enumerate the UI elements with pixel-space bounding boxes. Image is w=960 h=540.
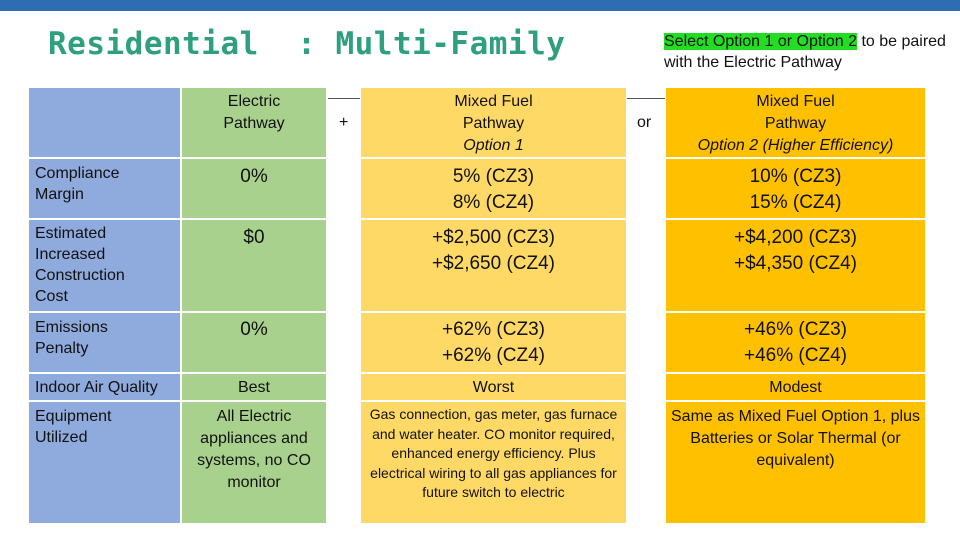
option1-indoor-air-quality: Worst [472,379,515,396]
electric-compliance-margin: 0% [240,166,268,187]
value-line: 10% (CZ3) [749,166,842,187]
header-line: Mixed Fuel [756,93,835,110]
connector-line [328,98,360,99]
value-line: 15% (CZ4) [749,192,842,213]
electric-construction-cost: $0 [243,227,265,248]
header-line: Pathway [223,115,285,132]
option1-emissions-penalty [361,317,626,369]
row-divider [29,157,925,159]
option2-compliance-margin [666,164,925,216]
row-divider [29,400,925,402]
value-line: +$2,650 (CZ4) [431,253,556,274]
header-line: Electric [227,93,281,110]
or-label: or [637,114,652,131]
header-line: Pathway [462,115,525,132]
selection-note [664,31,954,73]
connector-line [627,98,665,99]
top-accent-bar [0,0,960,11]
row-label-compliance-margin: Compliance Margin [35,165,120,203]
option1-header [361,91,626,157]
header-line: Option 2 (Higher Efficiency) [697,137,894,154]
header-line: Mixed Fuel [454,93,533,110]
electric-emissions-penalty: 0% [240,319,268,340]
slide-title: Residential : Multi-Family [48,26,566,62]
row-divider [29,218,925,220]
value-line: +$4,200 (CZ3) [733,227,858,248]
option1-compliance-margin [361,164,626,216]
row-label-emissions-penalty: Emissions Penalty [35,319,108,357]
electric-equipment-utilized: All Electric appliances and systems, no CO monitor [197,408,311,491]
option2-header [666,91,925,157]
value-line: +$4,350 (CZ4) [733,253,858,274]
header-line: Option 1 [463,137,524,154]
plus-sign: + [339,114,349,131]
option2-equipment-utilized: Same as Mixed Fuel Option 1, plus Batteries or Solar Thermal (or equivalent) [671,408,921,469]
value-line: 5% (CZ3) [452,166,535,187]
electric-indoor-air-quality: Best [237,379,270,396]
row-divider [29,311,925,313]
header-line: Pathway [764,115,827,132]
option2-emissions-penalty [666,317,925,369]
row-label-equipment-utilized: Equipment Utilized [35,408,112,446]
row-divider [29,372,925,374]
note-highlight: Select Option 1 or Option 2 [664,33,857,50]
row-label-indoor-air-quality: Indoor Air Quality [35,379,158,396]
value-line: +46% (CZ4) [744,345,847,366]
value-line: +$2,500 (CZ3) [431,227,556,248]
option1-equipment-utilized: Gas connection, gas meter, gas furnace and water heater. CO monitor required, enhanced energy efficiency. Plus electrical wiring to all gas appliances for future switch to electric [369,406,618,500]
value-line: 8% (CZ4) [452,192,535,213]
row-label-construction-cost: Estimated Increased Construction Cost [35,225,125,305]
value-line: +46% (CZ3) [744,319,847,340]
value-line: +62% (CZ3) [442,319,545,340]
option2-construction-cost [666,225,925,277]
electric-pathway-header [182,91,326,135]
option1-construction-cost [361,225,626,277]
note-text: to be paired with the Electric Pathway [664,33,946,71]
option2-indoor-air-quality: Modest [769,379,822,396]
value-line: +62% (CZ4) [442,345,545,366]
